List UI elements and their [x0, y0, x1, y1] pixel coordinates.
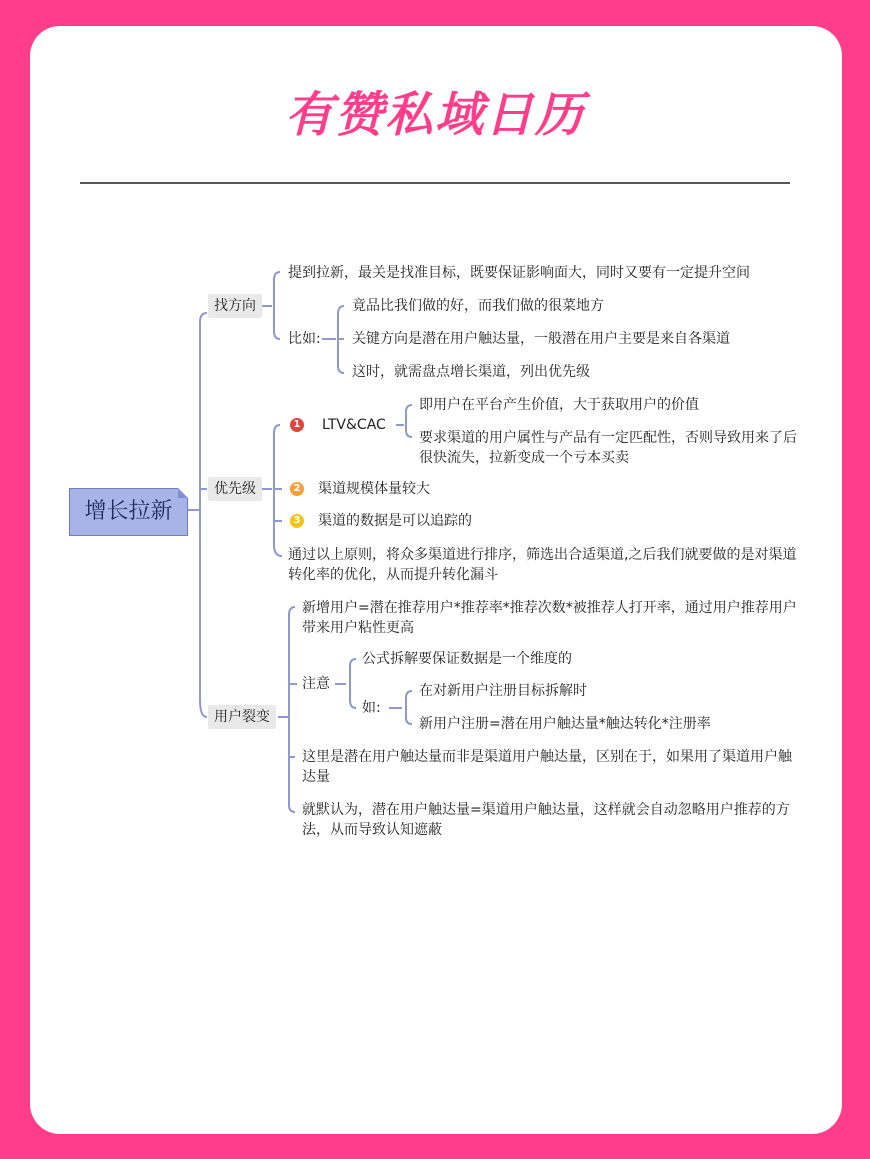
root-corner-fold [178, 488, 188, 498]
priority-badge-2: 2 [290, 482, 304, 496]
priority-1-child-2: 要求渠道的用户属性与产品有一定匹配性，否则导致用来了后很快流失，拉新变成一个亏本买卖 [419, 430, 797, 466]
root-node[interactable] [69, 488, 188, 536]
branch-user-fission[interactable]: 用户裂变 [208, 705, 276, 729]
find-direction-item: 提到拉新，最关是找准目标，既要保证影响面大，同时又要有一定提升空间 [288, 265, 750, 281]
root-label: 增长拉新 [84, 499, 173, 524]
fission-formula: 新增用户=潜在推荐用户*推荐率*推荐次数*被推荐人打开率，通过用户推荐用户带来用户粘性更高 [302, 600, 797, 636]
priority-1-child-1: 即用户在平台产生价值，大于获取用户的价值 [419, 397, 699, 413]
fission-item-3: 就默认为，潜在用户触达量=渠道用户触达量，这样就会自动忽略用户推荐的方法，从而导致认知遮蔽 [302, 802, 790, 838]
example-item-1: 竟品比我们做的好，而我们做的很菜地方 [352, 298, 604, 314]
note-example-1: 在对新用户注册目标拆解时 [419, 683, 587, 699]
page-title: 有赞私域日历 [284, 87, 585, 143]
priority-1-label: LTV&CAC [322, 417, 386, 433]
priority-3-label: 渠道的数据是可以追踪的 [318, 513, 472, 529]
note-label: 注意 [302, 676, 330, 692]
example-label: 比如: [288, 331, 321, 347]
example-item-3: 这时，就需盘点增长渠道，列出优先级 [352, 364, 590, 380]
branch-priority[interactable]: 优先级 [208, 477, 262, 501]
note-example-2: 新用户注册=潜在用户触达量*触达转化*注册率 [419, 716, 711, 732]
note-item-1: 公式拆解要保证数据是一个维度的 [362, 651, 572, 667]
priority-2-label: 渠道规模体量较大 [318, 481, 430, 497]
priority-badge-3: 3 [290, 514, 304, 528]
priority-summary: 通过以上原则，将众多渠道进行排序，筛选出合适渠道,之后我们就要做的是对渠道转化率的优化，从而提升转化漏斗 [288, 547, 797, 583]
example-item-2: 关键方向是潜在用户触达量，一般潜在用户主要是来自各渠道 [352, 331, 730, 347]
fission-item-2: 这里是潜在用户触达量而非是渠道用户触达量，区别在于，如果用了渠道用户触达量 [302, 749, 792, 785]
note-example-label: 如: [362, 700, 381, 716]
branch-find-direction[interactable]: 找方向 [208, 294, 262, 318]
priority-badge-1: 1 [290, 418, 304, 432]
